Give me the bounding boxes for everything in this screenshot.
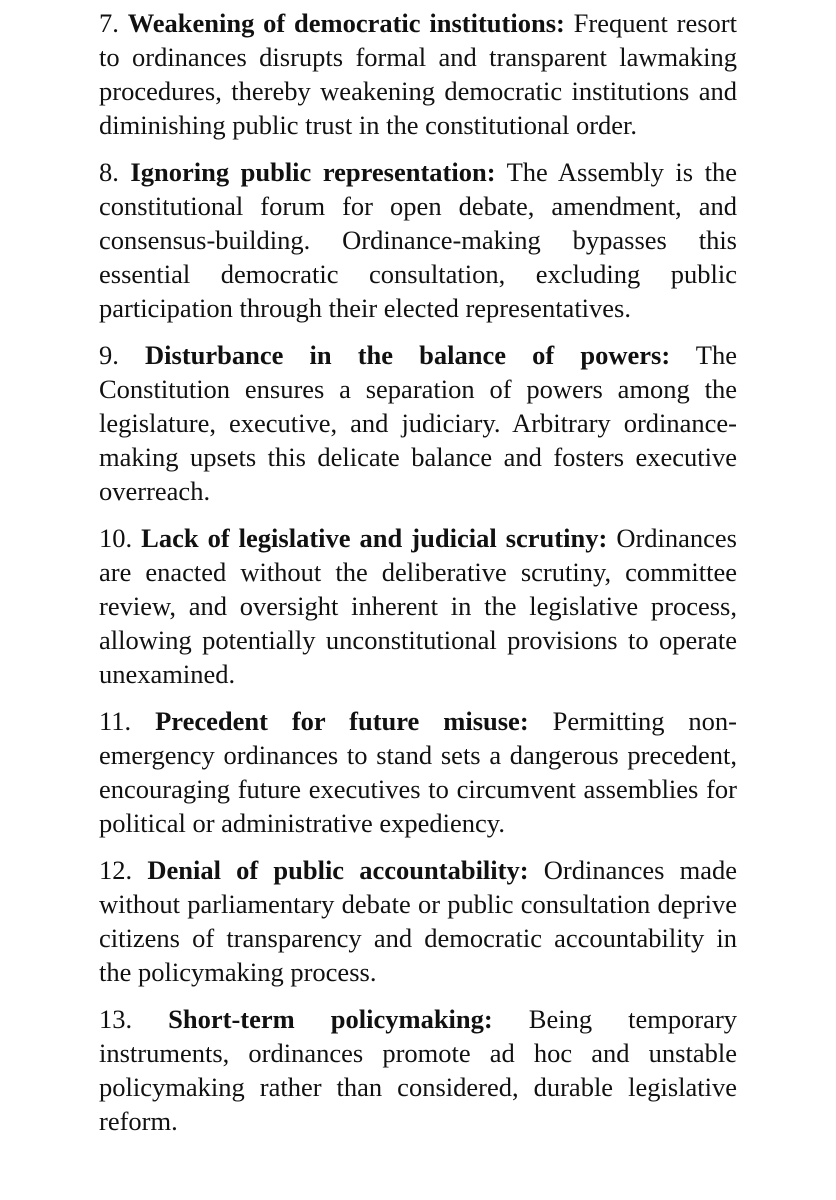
item-number: 7. <box>99 8 119 38</box>
item-number: 10. <box>99 523 133 553</box>
item-heading: Lack of legislative and judicial scrutiny: <box>141 523 608 553</box>
item-heading: Ignoring public representation: <box>130 157 496 187</box>
list-item-9 <box>99 338 737 508</box>
item-body: Ordinances made without parliamentary debate or public consultation deprive citizens of transparency and democratic accountability in the policymaking process. <box>99 855 737 987</box>
item-body: The Constitution ensures a separation of powers among the legislature, executive, and judiciary. Arbitrary ordinance-making upsets this delicate balance and fosters executive overreach. <box>99 340 737 506</box>
item-number: 9. <box>99 340 119 370</box>
item-heading: Precedent for future misuse: <box>155 706 529 736</box>
list-item-11 <box>99 704 737 840</box>
item-body: The Assembly is the constitutional forum for open debate, amendment, and consensus-building. Ordinance-making bypasses this essential democratic consultation, excluding public participation through their elected representatives. <box>99 157 737 323</box>
item-number: 11. <box>99 706 132 736</box>
list-item-7 <box>99 6 737 142</box>
list-item-12 <box>99 853 737 989</box>
item-heading: Denial of public accountability: <box>147 855 529 885</box>
document-page <box>99 6 737 1151</box>
item-heading: Weakening of democratic institutions: <box>127 8 565 38</box>
item-body: Ordinances are enacted without the deliberative scrutiny, committee review, and oversight inherent in the legislative process, allowing potentially unconstitutional provisions to operate unexamined. <box>99 523 737 689</box>
item-number: 13. <box>99 1004 133 1034</box>
item-heading: Disturbance in the balance of powers: <box>145 340 671 370</box>
list-item-13 <box>99 1002 737 1138</box>
item-heading: Short-term policymaking: <box>168 1004 493 1034</box>
item-body: Frequent resort to ordinances disrupts formal and transparent lawmaking procedures, thereby weakening democratic institutions and diminishing public trust in the constitutional order. <box>99 8 737 140</box>
item-number: 12. <box>99 855 133 885</box>
item-body: Being temporary instruments, ordinances promote ad hoc and unstable policymaking rather than considered, durable legislative reform. <box>99 1004 738 1136</box>
item-body: Permitting non-emergency ordinances to stand sets a dangerous precedent, encouraging future executives to circumvent assemblies for political or administrative expediency. <box>99 706 737 838</box>
list-item-8 <box>99 155 737 325</box>
item-number: 8. <box>99 157 119 187</box>
list-item-10 <box>99 521 737 691</box>
